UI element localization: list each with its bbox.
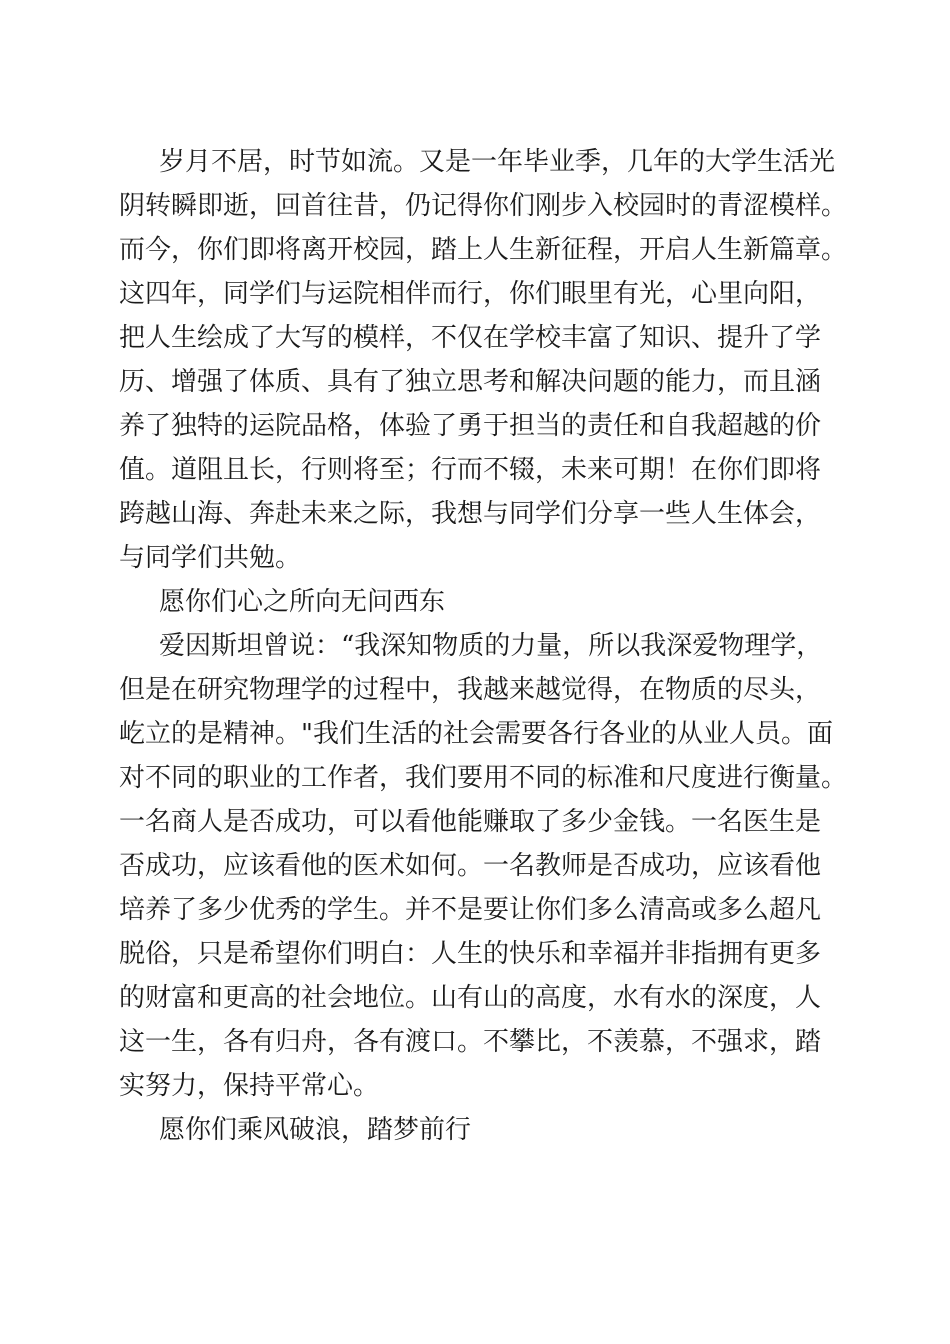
paragraph-2-line-7: 培养了多少优秀的学生。并不是要让你们多么清高或多么超凡 [119, 895, 822, 925]
paragraph-1-line-6: 历、增强了体质、具有了独立思考和解决问题的能力，而且涵 [119, 367, 822, 397]
section-heading-2: 愿你们乘风破浪，踏梦前行 [159, 1115, 472, 1145]
paragraph-1-line-8: 值。道阻且长，行则将至；行而不辍，未来可期！在你们即将 [119, 455, 822, 485]
paragraph-2-line-11: 实努力，保持平常心。 [119, 1071, 380, 1101]
paragraph-1-line-10: 与同学们共勉。 [119, 543, 302, 573]
paragraph-1-line-2: 阴转瞬即逝，回首往昔，仍记得你们刚步入校园时的青涩模样。 [119, 191, 848, 221]
paragraph-1-line-1: 岁月不居，时节如流。又是一年毕业季，几年的大学生活光 [159, 147, 836, 177]
paragraph-2-line-3: 屹立的是精神。"我们生活的社会需要各行各业的从业人员。面 [119, 719, 833, 749]
paragraph-1-line-5: 把人生绘成了大写的模样，不仅在学校丰富了知识、提升了学 [119, 323, 822, 353]
paragraph-1-line-3: 而今，你们即将离开校园，踏上人生新征程，开启人生新篇章。 [119, 235, 848, 265]
paragraph-2-line-1: 爱因斯坦曾说：“我深知物质的力量，所以我深爱物理学， [159, 631, 823, 661]
paragraph-1-line-7: 养了独特的运院品格，体验了勇于担当的责任和自我超越的价 [119, 411, 822, 441]
paragraph-2-line-10: 这一生，各有归舟，各有渡口。不攀比，不羡慕，不强求，踏 [119, 1027, 822, 1057]
paragraph-2-line-9: 的财富和更高的社会地位。山有山的高度，水有水的深度，人 [119, 983, 822, 1013]
paragraph-1-line-9: 跨越山海、奔赴未来之际，我想与同学们分享一些人生体会， [119, 499, 822, 529]
section-heading-1: 愿你们心之所向无问西东 [159, 587, 446, 617]
paragraph-2-line-2: 但是在研究物理学的过程中，我越来越觉得，在物质的尽头， [119, 675, 822, 705]
paragraph-2-line-6: 否成功，应该看他的医术如何。一名教师是否成功，应该看他 [119, 851, 822, 881]
paragraph-2-line-5: 一名商人是否成功，可以看他能赚取了多少金钱。一名医生是 [119, 807, 822, 837]
paragraph-2-line-8: 脱俗，只是希望你们明白：人生的快乐和幸福并非指拥有更多 [119, 939, 822, 969]
paragraph-1-line-4: 这四年，同学们与运院相伴而行，你们眼里有光，心里向阳， [119, 279, 822, 309]
paragraph-2-line-4: 对不同的职业的工作者，我们要用不同的标准和尺度进行衡量。 [119, 763, 848, 793]
